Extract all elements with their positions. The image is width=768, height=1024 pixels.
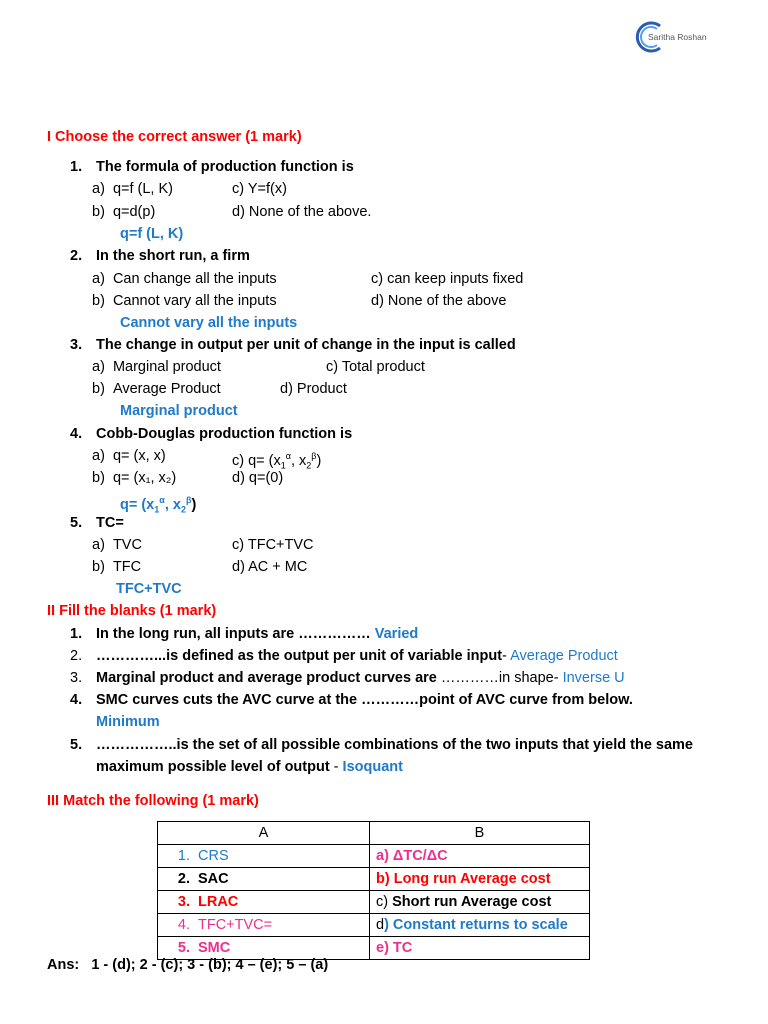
q1-answer: q=f (L, K)	[120, 226, 184, 242]
q4-text: 4. Cobb-Douglas production function is	[70, 426, 353, 442]
logo	[632, 20, 722, 54]
match-a-cell: 5. SMC	[158, 937, 370, 960]
q2-text: 2. In the short run, a firm	[70, 248, 250, 264]
q3-option-d: d) Product	[280, 381, 347, 397]
fill-item-4-answer: Minimum	[96, 714, 160, 730]
q1-option-c: c) Y=f(x)	[232, 181, 287, 197]
q4-option-a: a) q= (x, x)	[92, 448, 166, 464]
q2-option-d: d) None of the above	[371, 293, 507, 309]
fill-item-4: 4. SMC curves cuts the AVC curve at the …………point of AVC curve from below.	[70, 692, 633, 708]
table-row	[158, 845, 590, 868]
match-b-cell: b) Long run Average cost	[370, 868, 590, 891]
fill-item-1: 1. In the long run, all inputs are …………… Varied	[70, 626, 419, 642]
match-b-cell: e) TC	[370, 937, 590, 960]
q1-option-a: a) q=f (L, K)	[92, 181, 173, 197]
q2-option-a: a) Can change all the inputs	[92, 271, 277, 287]
logo-text: Saritha Roshan	[648, 32, 707, 42]
fill-item-3: 3. Marginal product and average product curves are …………in shape- Inverse U	[70, 670, 625, 686]
q2-option-b: b) Cannot vary all the inputs	[92, 293, 277, 309]
col-b-header: B	[370, 822, 590, 845]
col-a-header: A	[158, 822, 370, 845]
q1-option-d: d) None of the above.	[232, 204, 372, 220]
q4-option-d: d) q=(0)	[232, 470, 284, 486]
q4-answer: $q= (x_1^\alpha$, $x_2^\beta$)	[120, 495, 197, 515]
q3-answer: Marginal product	[120, 403, 238, 419]
q3-option-b: b) Average Product	[92, 381, 221, 397]
table-row	[158, 914, 590, 937]
section2-heading: II Fill the blanks (1 mark)	[47, 603, 217, 619]
table-row	[158, 891, 590, 914]
q2-answer: Cannot vary all the inputs	[120, 315, 298, 331]
section3-heading: III Match the following (1 mark)	[47, 793, 259, 809]
q1-text: 1. The formula of production function is	[70, 159, 354, 175]
q5-option-d: d) AC + MC	[232, 559, 308, 575]
section1-heading: I Choose the correct answer (1 mark)	[47, 129, 302, 145]
q1-option-b: b) q=d(p)	[92, 204, 156, 220]
match-table	[157, 821, 590, 960]
q4-option-b: b) q= (x₁, x₂)	[92, 470, 177, 486]
fill-item-5-cont: maximum possible level of output - Isoquant	[96, 759, 403, 775]
match-answer: Ans: 1 - (d); 2 - (c); 3 - (b); 4 – (e); 5 – (a)	[47, 957, 329, 973]
match-b-cell: a) ΔTC/ΔC	[370, 845, 590, 868]
match-a-cell: 2. SAC	[158, 868, 370, 891]
q3-option-c: c) Total product	[326, 359, 425, 375]
q2-option-c: c) can keep inputs fixed	[371, 271, 524, 287]
match-b-cell: c) Short run Average cost	[370, 891, 590, 914]
q5-option-b: b) TFC	[92, 559, 142, 575]
q3-option-a: a) Marginal product	[92, 359, 221, 375]
q5-answer: TFC+TVC	[116, 581, 182, 597]
fill-item-2: 2. …………...is defined as the output per unit of variable input- Average Product	[70, 648, 618, 664]
match-a-cell: 3. LRAC	[158, 891, 370, 914]
match-header-row	[158, 822, 590, 845]
q5-option-a: a) TVC	[92, 537, 142, 553]
table-row	[158, 868, 590, 891]
match-a-cell: 1. CRS	[158, 845, 370, 868]
fill-item-5: 5. ……………..is the set of all possible combinations of the two inputs that yield the same	[70, 737, 693, 753]
q3-text: 3. The change in output per unit of change in the input is called	[70, 337, 516, 353]
match-a-cell: 4. TFC+TVC=	[158, 914, 370, 937]
q4-option-c: c) $q= (x_1^\alpha$, $x_2^\beta$)	[232, 451, 322, 471]
q5-text: 5. TC=	[70, 515, 124, 531]
match-b-cell: d) Constant returns to scale	[370, 914, 590, 937]
q5-option-c: c) TFC+TVC	[232, 537, 314, 553]
